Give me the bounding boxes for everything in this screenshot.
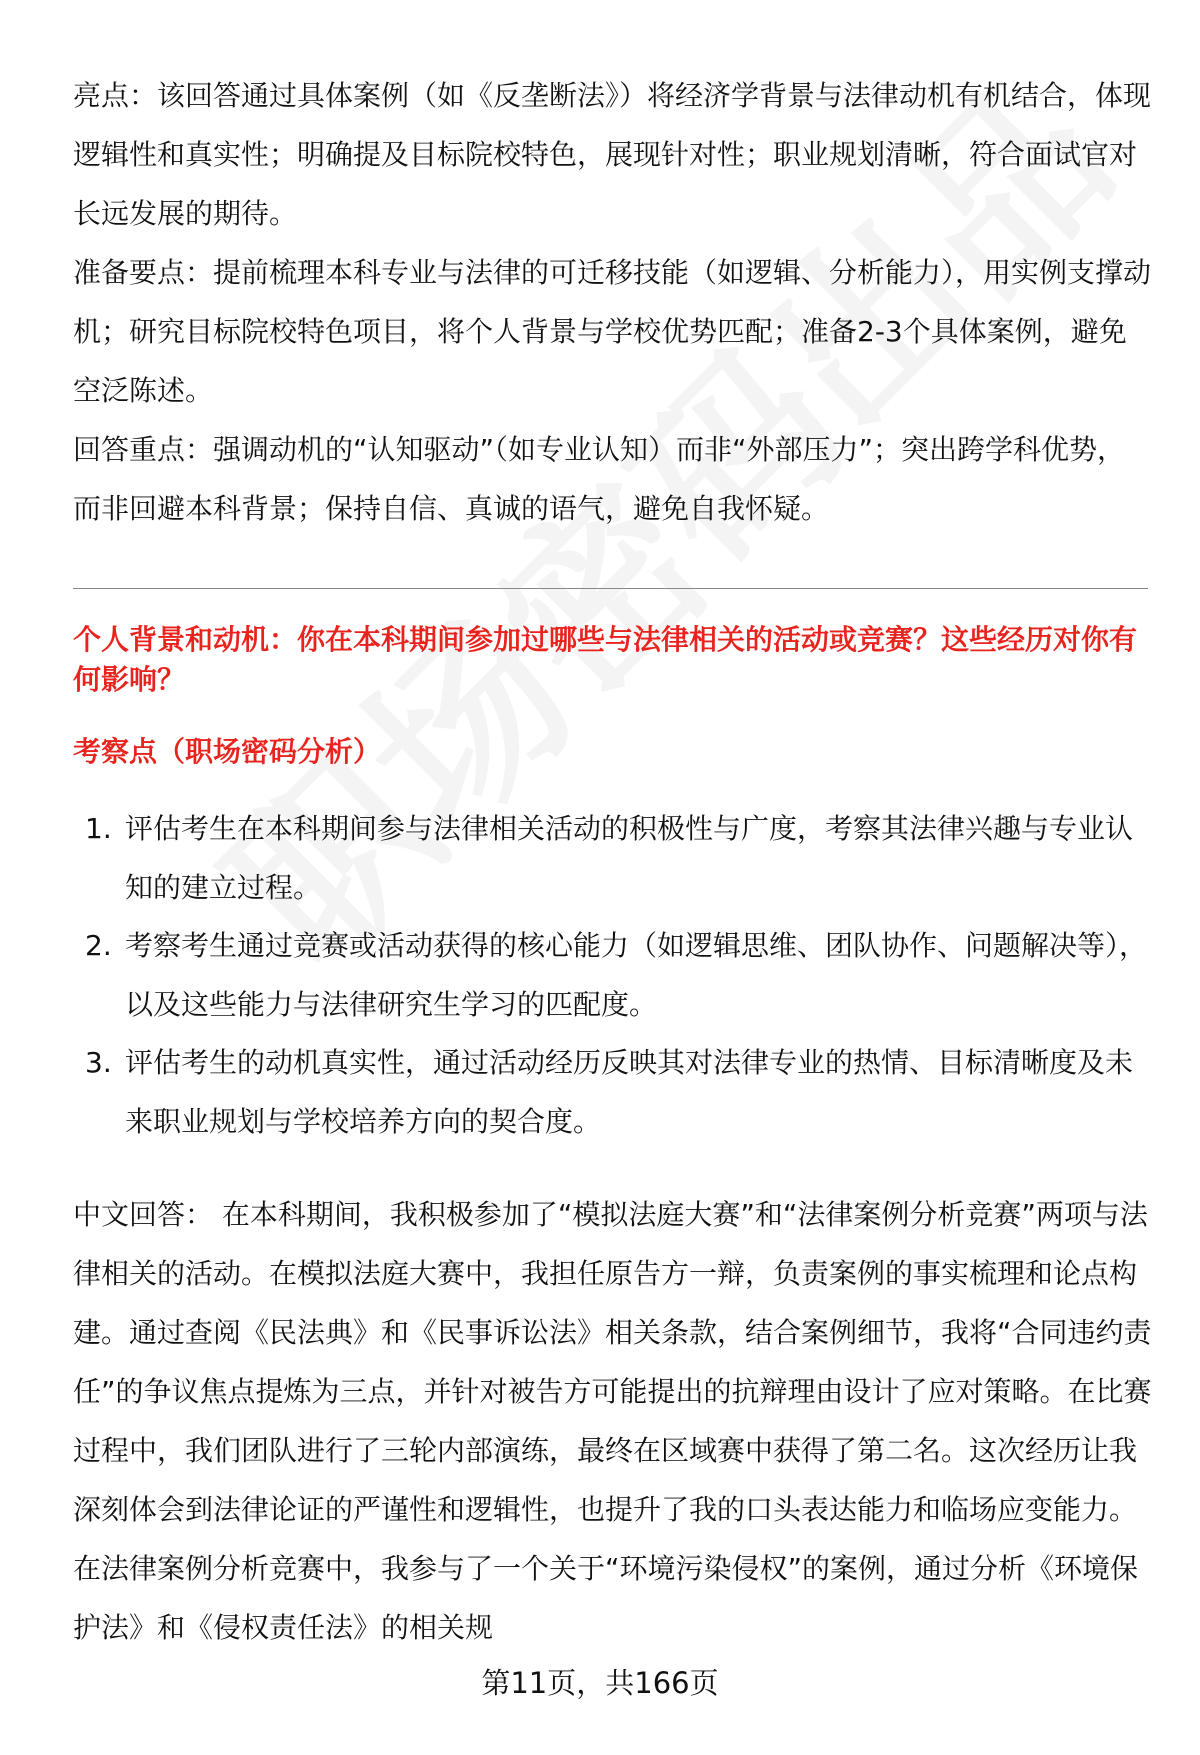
list-text: 考察考生通过竞赛或活动获得的核心能力（如逻辑思维、团队协作、问题解决等），以及这些能力与法律研究生学习的匹配度。: [125, 929, 1148, 1021]
preparation-paragraph: 准备要点：提前梳理本科专业与法律的可迁移技能（如逻辑、分析能力），用实例支撑动机；研究目标院校特色项目，将个人背景与学校优势匹配；准备2-3个具体案例，避免空泛陈述。: [73, 256, 1152, 407]
list-number: 3.: [85, 1046, 112, 1079]
question-title: 个人背景和动机：你在本科期间参加过哪些与法律相关的活动或竞赛？这些经历对你有何影响？: [73, 623, 1138, 696]
chinese-answer-paragraph: 中文回答： 在本科期间，我积极参加了“模拟法庭大赛”和“法律案例分析竞赛”两项与法律相关的活动。在模拟法庭大赛中，我担任原告方一辩，负责案例的事实梳理和论点构建。通过查阅《民法典》和《民事诉讼法》相关条款，结合案例细节，我将“合同违约责任”的争议焦点提炼为三点，并针对被告方可能提出的抗辩理由设计了应对策略。在比赛过程中，我们团队进行了三轮内部演练，最终在区域赛中获得了第二名。这次经历让我深刻体会到法律论证的严谨性和逻辑性，也提升了我的口头表达能力和临场应变能力。在法律案例分析竞赛中，我参与了一个关于“环境污染侵权”的案例，通过分析《环境保护法》和《侵权责任法》的相关规: [73, 1198, 1152, 1644]
list-item: [73, 1034, 1153, 1151]
page-number: 第11页，共166页: [481, 1666, 719, 1700]
highlights-paragraph: 亮点：该回答通过具体案例（如《反垄断法》）将经济学背景与法律动机有机结合，体现逻辑性和真实性；明确提及目标院校特色，展现针对性；职业规划清晰，符合面试官对长远发展的期待。: [73, 79, 1152, 230]
previous-answer-notes: [73, 66, 1153, 538]
answer-focus-paragraph: 回答重点：强调动机的“认知驱动”（如专业认知）而非“外部压力”；突出跨学科优势，而非回避本科背景；保持自信、真诚的语气，避免自我怀疑。: [73, 433, 1126, 525]
section-divider: [73, 588, 1148, 589]
assessment-points-list: [73, 800, 1153, 1151]
list-text: 评估考生的动机真实性，通过活动经历反映其对法律专业的热情、目标清晰度及未来职业规划与学校培养方向的契合度。: [125, 1046, 1134, 1138]
list-text: 评估考生在本科期间参与法律相关活动的积极性与广度，考察其法律兴趣与专业认知的建立过程。: [125, 812, 1134, 904]
list-item: [73, 800, 1153, 917]
list-number: 1.: [85, 812, 112, 845]
assessment-subheading: 考察点（职场密码分析）: [73, 735, 382, 768]
list-item: [73, 917, 1153, 1034]
answer-block: [73, 1185, 1153, 1657]
list-number: 2.: [85, 929, 112, 962]
